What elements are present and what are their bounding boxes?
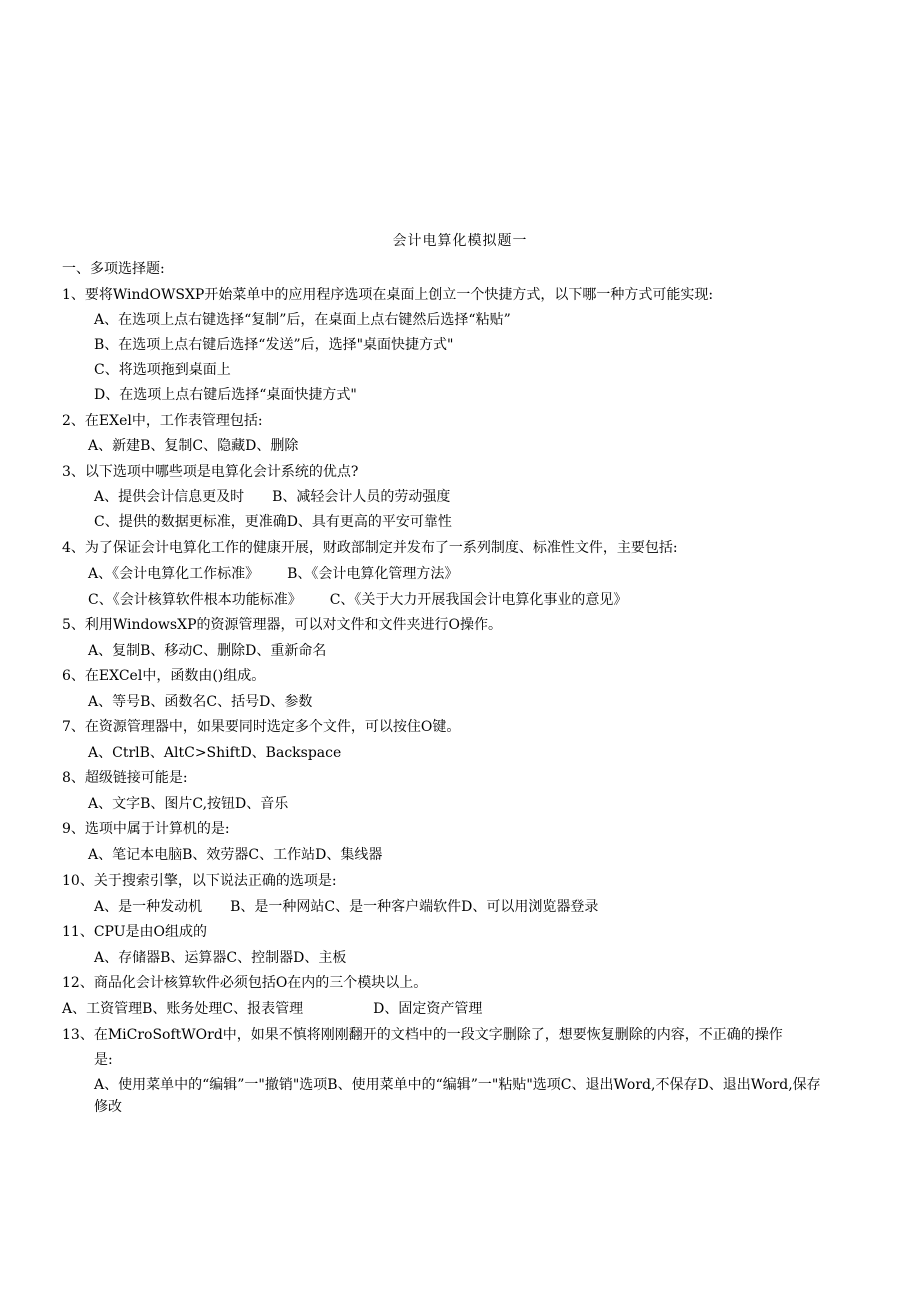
question-13-options: A、使用菜单中的“编辑”一"撤销"选项B、使用菜单中的“编辑”一"粘贴"选项C、退出Word,不保存D、退出Word,保存修改 — [94, 1077, 821, 1115]
question-4-option-d: C、《关于大力开展我国会计电算化事业的意见》 — [329, 592, 628, 608]
question-12-option-d: D、固定资产管理 — [373, 1001, 483, 1017]
question-11-options: A、存储器B、运算器C、控制器D、主板 — [94, 950, 347, 966]
question-4-option-c: C、《会计核算软件根本功能标准》 — [88, 592, 302, 608]
question-3-option-b: B、减轻会计人员的劳动强度 — [272, 489, 451, 505]
question-1-option-c: C、将选项拖到桌面上 — [94, 362, 231, 378]
question-10: 10、关于搜索引擎，以下说法正确的选项是: — [62, 873, 337, 889]
question-8-options: A、文字B、图片C,按钮D、音乐 — [88, 796, 289, 812]
question-1-option-b: B、在选项上点右键后选择“发送”后，选择"桌面快捷方式" — [94, 337, 454, 353]
page-title: 会计电算化模拟题一 — [392, 233, 528, 249]
question-2-options: A、新建B、复制C、隐藏D、删除 — [88, 438, 299, 454]
question-11: 11、CPU是由O组成的 — [62, 924, 207, 940]
question-9: 9、选项中属于计算机的是: — [62, 821, 230, 837]
question-4-options-cd — [88, 591, 627, 609]
question-6: 6、在EXCel中，函数由()组成。 — [62, 668, 266, 684]
question-1-option-a: A、在选项上点右键选择“复制”后，在桌面上点右键然后选择“粘贴” — [94, 312, 511, 328]
question-3-option-a: A、提供会计信息更及时 — [94, 489, 245, 505]
question-8: 8、超级链接可能是: — [62, 770, 188, 786]
question-5: 5、利用WindowsXP的资源管理器，可以对文件和文件夹进行O操作。 — [62, 617, 502, 633]
question-3-options-cd: C、提供的数据更标准，更准确D、具有更高的平安可靠性 — [94, 514, 452, 530]
section-heading: 一、多项选择题: — [62, 261, 165, 277]
question-4-option-b: B、《会计电算化管理方法》 — [287, 566, 459, 582]
question-3-options-ab — [94, 488, 450, 506]
question-13: 13、在MiCroSoftWOrd中，如果不慎将刚刚翻开的文档中的一段文字删除了，想要恢复删除的内容，不正确的操作 — [62, 1027, 783, 1043]
question-3: 3、以下选项中哪些项是电算化会计系统的优点? — [62, 464, 359, 480]
question-7-options: A、CtrlB、AltC>ShiftD、Backspace — [88, 745, 342, 761]
question-4-option-a: A、《会计电算化工作标准》 — [88, 566, 260, 582]
question-12-options — [62, 1000, 482, 1018]
question-13-continued: 是: — [94, 1052, 113, 1068]
question-12: 12、商品化会计核算软件必须包括O在内的三个模块以上。 — [62, 975, 428, 991]
question-4-options-ab — [88, 565, 458, 583]
question-10-option-bcd: B、是一种网站C、是一种客户端软件D、可以用浏览器登录 — [230, 899, 599, 915]
question-7: 7、在资源管理器中，如果要同时选定多个文件，可以按住O键。 — [62, 719, 461, 735]
question-1-option-d: D、在选项上点右键后选择“桌面快捷方式" — [94, 387, 357, 403]
question-4: 4、为了保证会计电算化工作的健康开展，财政部制定并发布了一系列制度、标准性文件，主要包括: — [62, 540, 678, 556]
question-9-options: A、笔记本电脑B、效劳器C、工作站D、集线器 — [88, 847, 383, 863]
question-10-option-a: A、是一种发动机 — [94, 899, 203, 915]
question-5-options: A、复制B、移动C、删除D、重新命名 — [88, 643, 327, 659]
question-6-options: A、等号B、函数名C、括号D、参数 — [88, 694, 313, 710]
question-10-options — [94, 898, 598, 916]
question-2: 2、在EXel中，工作表管理包括: — [62, 413, 263, 429]
question-1: 1、要将WindOWSXP开始菜单中的应用程序选项在桌面上创立一个快捷方式，以下哪一种方式可能实现: — [62, 287, 714, 303]
question-12-option-abc: A、工资管理B、账务处理C、报表管理 — [62, 1001, 304, 1017]
